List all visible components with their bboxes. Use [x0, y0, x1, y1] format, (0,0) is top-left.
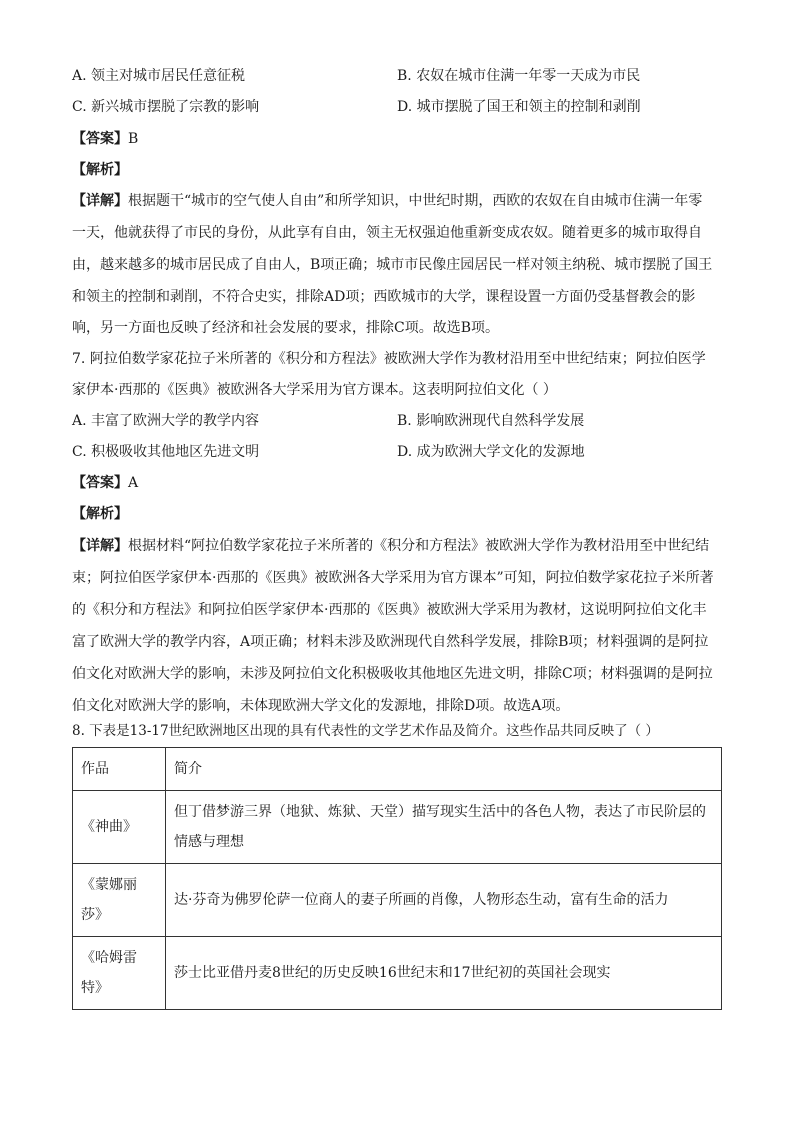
q7-detail-line-5: 伯文化对欧洲大学的影响，未涉及阿拉伯文化积极吸收其他地区先进文明，排除C项；材料强调的是阿拉	[72, 666, 713, 682]
answer-tag: 【答案】	[72, 475, 128, 491]
works-table	[72, 747, 722, 1010]
table-header-cell: 作品	[73, 748, 166, 791]
table-row	[73, 864, 722, 937]
q6-option-d: D. 城市摆脱了国王和领主的控制和剥削	[397, 99, 641, 115]
q7-option-a: A. 丰富了欧洲大学的教学内容	[72, 413, 260, 429]
q7-detail-line-1	[72, 536, 724, 556]
answer-tag: 【答案】	[72, 131, 128, 147]
q7-stem-line-1: 7. 阿拉伯数学家花拉子米所著的《积分和方程法》被欧洲大学作为教材沿用至中世纪结束；阿拉伯医学	[72, 351, 706, 367]
table-cell-intro: 达·芬奇为佛罗伦萨一位商人的妻子所画的肖像，人物形态生动，富有生命的活力	[166, 864, 722, 937]
q7-option-c: C. 积极吸收其他地区先进文明	[72, 444, 260, 460]
q6-option-b: B. 农奴在城市住满一年零一天成为市民	[397, 68, 641, 84]
q6-detail-line-4: 和领主的控制和剥削，不符合史实，排除AD项；西欧城市的大学，课程设置一方面仍受基督教会的影	[72, 289, 696, 305]
q7-answer	[72, 473, 724, 493]
table-header-row	[73, 748, 722, 791]
q6-option-a: A. 领主对城市居民任意征税	[72, 68, 246, 84]
q6-option-c: C. 新兴城市摆脱了宗教的影响	[72, 99, 260, 115]
q7-detail-line-2: 束；阿拉伯医学家伊本·西那的《医典》被欧洲各大学采用为官方课本”可知，阿拉伯数学家花拉子米所著	[72, 570, 714, 586]
q7-detail-line-6: 伯文化对欧洲大学的影响，未体现欧洲大学文化的发源地，排除D项。故选A项。	[72, 698, 570, 714]
answer-value: A	[128, 475, 139, 491]
analysis-tag: 【解析】	[72, 162, 128, 178]
answer-value: B	[128, 131, 139, 147]
table-cell-intro: 但丁借梦游三界（地狱、炼狱、天堂）描写现实生活中的各色人物，表达了市民阶层的情感与理想	[166, 791, 722, 864]
table-header-cell: 简介	[166, 748, 722, 791]
q6-detail-line-1	[72, 191, 724, 211]
q6-analysis-heading	[72, 160, 724, 180]
q7-option-d: D. 成为欧洲大学文化的发源地	[397, 444, 585, 460]
detail-tag: 【详解】	[72, 193, 128, 209]
detail-text: 根据材料“阿拉伯数学家花拉子米所著的《积分和方程法》被欧洲大学作为教材沿用至中世纪结	[128, 538, 710, 554]
table-cell-work: 《蒙娜丽莎》	[73, 864, 166, 937]
q6-detail-line-3: 由，越来越多的城市居民成了自由人，B项正确；城市市民像庄园居民一样对领主纳税、城市摆脱了国王	[72, 257, 713, 273]
q6-detail-line-2: 一天，他就获得了市民的身份，从此享有自由，领主无权强迫他重新变成农奴。随着更多的城市取得自	[72, 225, 702, 241]
q7-analysis-heading	[72, 504, 724, 524]
q7-option-b: B. 影响欧洲现代自然科学发展	[397, 413, 585, 429]
detail-tag: 【详解】	[72, 538, 128, 554]
q6-answer	[72, 129, 724, 149]
table-cell-intro: 莎士比亚借丹麦8世纪的历史反映16世纪末和17世纪初的英国社会现实	[166, 937, 722, 1010]
q7-detail-line-4: 富了欧洲大学的教学内容，A项正确；材料未涉及欧洲现代自然科学发展，排除B项；材料强调的是阿拉	[72, 634, 709, 650]
table-row	[73, 791, 722, 864]
q8-stem: 8. 下表是13-17世纪欧洲地区出现的具有代表性的文学艺术作品及简介。这些作品共同反映了（ ）	[72, 723, 659, 739]
detail-text: 根据题干“城市的空气使人自由”和所学知识，中世纪时期，西欧的农奴在自由城市住满一年零	[128, 193, 703, 209]
analysis-tag: 【解析】	[72, 506, 128, 522]
q7-detail-line-3: 的《积分和方程法》和阿拉伯医学家伊本·西那的《医典》被欧洲大学采用为教材，这说明阿拉伯文化丰	[72, 602, 707, 618]
table-row	[73, 937, 722, 1010]
q7-stem-line-2: 家伊本·西那的《医典》被欧洲各大学采用为官方课本。这表明阿拉伯文化（ ）	[72, 382, 557, 398]
table-cell-work: 《哈姆雷特》	[73, 937, 166, 1010]
q6-detail-line-5: 响，另一方面也反映了经济和社会发展的要求，排除C项。故选B项。	[72, 320, 499, 336]
table-cell-work: 《神曲》	[73, 791, 166, 864]
